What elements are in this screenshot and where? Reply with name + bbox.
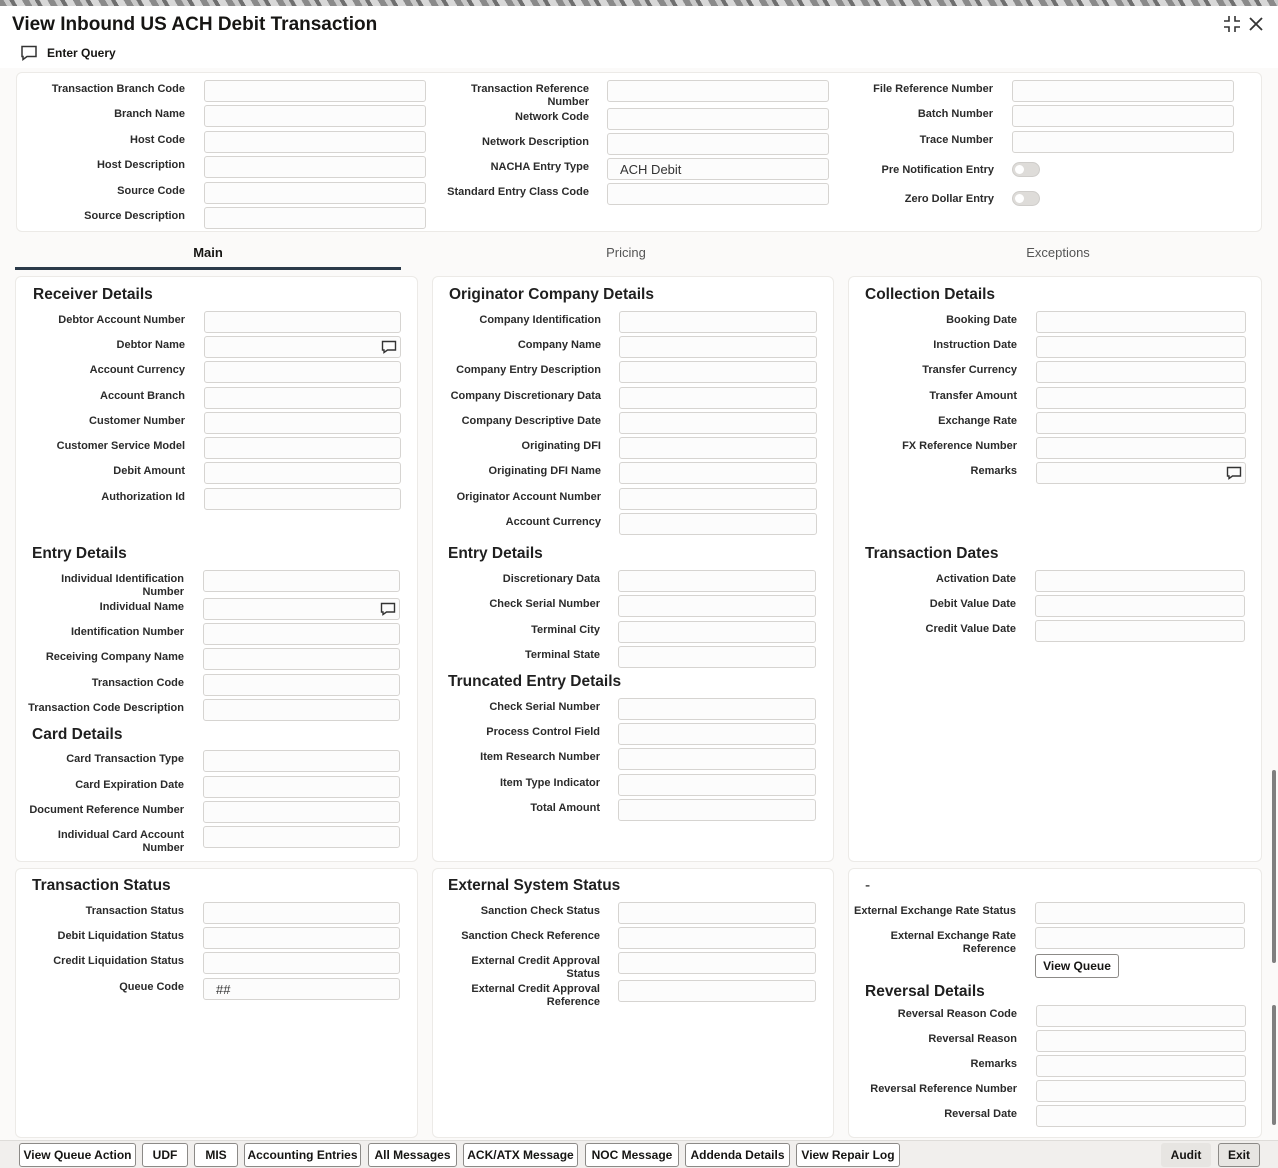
receiver-authorization-id-label: Authorization Id <box>101 491 185 503</box>
dates-credit-value-date-label: Credit Value Date <box>925 623 1016 635</box>
card-card-transaction-type-input[interactable] <box>203 750 400 772</box>
comment-icon[interactable] <box>381 340 397 354</box>
status-credit-liquidation-status-label: Credit Liquidation Status <box>53 955 184 967</box>
entry-mid-terminal-state-label: Terminal State <box>525 649 600 661</box>
reversal-reversal-date-label: Reversal Date <box>944 1108 1017 1120</box>
receiver-debtor-account-number-label: Debtor Account Number <box>58 314 185 326</box>
external-external-credit-approval-status-label: External Credit Approval Status <box>471 955 600 980</box>
external-external-credit-approval-reference-label: External Credit Approval Reference <box>471 983 600 1008</box>
dates-activation-date-label: Activation Date <box>935 573 1016 585</box>
header-col3-file-reference-number-input[interactable] <box>1012 80 1234 102</box>
status-queue-code-label: Queue Code <box>119 981 184 993</box>
truncated-total-amount-input[interactable] <box>618 799 816 821</box>
comment-icon[interactable] <box>1226 466 1242 480</box>
header-col2-network-code-input[interactable] <box>607 108 829 130</box>
header-col1-source-description-label: Source Description <box>84 210 185 222</box>
collection-instruction-date-input[interactable] <box>1036 336 1246 358</box>
zero-dollar-entry-label: Zero Dollar Entry <box>904 193 994 205</box>
view-queue-button[interactable]: View Queue <box>1035 954 1119 978</box>
collection-remarks-label: Remarks <box>970 465 1017 477</box>
header-col1-source-code-input[interactable] <box>204 182 426 204</box>
collection-fx-reference-number-input[interactable] <box>1036 437 1246 459</box>
external-sanction-check-reference-label: Sanction Check Reference <box>461 930 600 942</box>
originator-originating-dfi-name-label: Originating DFI Name <box>488 465 601 477</box>
window-title: View Inbound US ACH Debit Transaction <box>12 14 378 35</box>
entry-transaction-code-description-label: Transaction Code Description <box>28 702 184 714</box>
header-col1-source-code-label: Source Code <box>117 185 185 197</box>
originator-company-identification-label: Company Identification <box>479 314 601 326</box>
originator-company-descriptive-date-label: Company Descriptive Date <box>461 415 601 427</box>
collection-exchange-rate-input[interactable] <box>1036 412 1246 434</box>
enter-query-label: Enter Query <box>47 46 116 60</box>
collection-transfer-currency-label: Transfer Currency <box>922 364 1017 376</box>
card-card-expiration-date-label: Card Expiration Date <box>75 779 184 791</box>
header-col2-nacha-entry-type-label: NACHA Entry Type <box>490 161 589 173</box>
originator-details-title: Originator Company Details <box>449 286 654 303</box>
truncated-item-research-number-input[interactable] <box>618 748 816 770</box>
exrate-external-exchange-rate-status-label: External Exchange Rate Status <box>853 905 1016 917</box>
pre-notification-entry-label: Pre Notification Entry <box>881 164 994 176</box>
truncated-check-serial-number-label: Check Serial Number <box>489 701 600 713</box>
dates-activation-date-input[interactable] <box>1035 570 1245 592</box>
collection-booking-date-input[interactable] <box>1036 311 1246 333</box>
ack-atx-message-button[interactable]: ACK/ATX Message <box>463 1143 578 1167</box>
dates-debit-value-date-label: Debit Value Date <box>929 598 1016 610</box>
header-col3-batch-number-label: Batch Number <box>917 108 993 120</box>
reversal-reversal-reason-label: Reversal Reason <box>928 1033 1017 1045</box>
view-repair-log-button[interactable]: View Repair Log <box>796 1143 900 1167</box>
entry-transaction-code-label: Transaction Code <box>91 677 184 689</box>
reversal-details-title: Reversal Details <box>865 983 985 1000</box>
originator-originator-account-number-label: Originator Account Number <box>456 491 601 503</box>
collection-remarks-input[interactable] <box>1036 462 1246 484</box>
collection-details-title: Collection Details <box>865 286 996 303</box>
all-messages-button[interactable]: All Messages <box>368 1143 457 1167</box>
collection-instruction-date-label: Instruction Date <box>933 339 1017 351</box>
udf-button[interactable]: UDF <box>142 1143 188 1167</box>
header-col1-host-description-label: Host Description <box>96 159 185 171</box>
card-card-transaction-type-label: Card Transaction Type <box>66 753 184 765</box>
header-col3-batch-number-input[interactable] <box>1012 105 1234 127</box>
pre-notification-entry-toggle[interactable] <box>1012 162 1040 177</box>
truncated-total-amount-label: Total Amount <box>530 802 600 814</box>
header-col2-nacha-entry-type-value: ACH Debit <box>620 162 682 177</box>
entry-individual-identification-number-input[interactable] <box>203 570 400 592</box>
exrate-external-exchange-rate-reference-input[interactable] <box>1035 927 1245 949</box>
entry-mid-terminal-state-input[interactable] <box>618 646 816 668</box>
reversal-reversal-date-input[interactable] <box>1036 1105 1246 1127</box>
truncated-process-control-field-label: Process Control Field <box>486 726 600 738</box>
originator-account-currency-input[interactable] <box>619 513 817 535</box>
receiver-debit-amount-input[interactable] <box>204 462 401 484</box>
originator-company-discretionary-data-label: Company Discretionary Data <box>450 390 601 402</box>
originator-company-entry-description-input[interactable] <box>619 361 817 383</box>
status-debit-liquidation-status-label: Debit Liquidation Status <box>57 930 184 942</box>
collection-transfer-currency-input[interactable] <box>1036 361 1246 383</box>
header-col2-standard-entry-class-code-input[interactable] <box>607 183 829 205</box>
header-col1-branch-name-label: Branch Name <box>114 108 185 120</box>
reversal-reversal-reason-code-input[interactable] <box>1036 1005 1246 1027</box>
dates-debit-value-date-input[interactable] <box>1035 595 1245 617</box>
entry-individual-identification-number-label: Individual Identification Number <box>61 573 184 598</box>
receiver-customer-number-input[interactable] <box>204 412 401 434</box>
receiver-customer-service-model-label: Customer Service Model <box>56 440 185 452</box>
view-queue-action-button[interactable]: View Queue Action <box>19 1143 136 1167</box>
receiver-debtor-name-input[interactable] <box>204 336 401 358</box>
originator-company-discretionary-data-input[interactable] <box>619 387 817 409</box>
receiver-details-title: Receiver Details <box>33 286 153 303</box>
entry-mid-terminal-city-input[interactable] <box>618 621 816 643</box>
entry-identification-number-input[interactable] <box>203 623 400 645</box>
header-col1-host-description-input[interactable] <box>204 156 426 178</box>
header-col2-nacha-entry-type-input[interactable] <box>607 158 829 180</box>
entry-transaction-code-description-input[interactable] <box>203 699 400 721</box>
header-col3-trace-number-input[interactable] <box>1012 131 1234 153</box>
tab-exceptions[interactable]: Exceptions <box>1026 245 1090 260</box>
collection-exchange-rate-label: Exchange Rate <box>938 415 1017 427</box>
originator-originating-dfi-name-input[interactable] <box>619 462 817 484</box>
receiver-authorization-id-input[interactable] <box>204 488 401 510</box>
entry-transaction-code-input[interactable] <box>203 674 400 696</box>
noc-message-button[interactable]: NOC Message <box>585 1143 679 1167</box>
zero-dollar-entry-toggle[interactable] <box>1012 191 1040 206</box>
status-queue-code-input[interactable] <box>203 978 400 1000</box>
scrollbar-thumb-lower[interactable] <box>1272 1005 1276 1125</box>
audit-button[interactable]: Audit <box>1161 1143 1211 1167</box>
close-icon[interactable] <box>1246 15 1266 35</box>
query-bar <box>0 40 1278 68</box>
header-col1-transaction-branch-code-input[interactable] <box>204 80 426 102</box>
originator-originating-dfi-input[interactable] <box>619 437 817 459</box>
entry-identification-number-label: Identification Number <box>70 626 184 638</box>
receiver-customer-number-label: Customer Number <box>89 415 185 427</box>
receiver-debtor-name-label: Debtor Name <box>116 339 185 351</box>
transaction-dates-title: Transaction Dates <box>865 545 999 562</box>
entry-mid-terminal-city-label: Terminal City <box>531 624 600 636</box>
reversal-reversal-reference-number-input[interactable] <box>1036 1080 1246 1102</box>
comment-icon[interactable] <box>380 602 396 616</box>
entry-receiving-company-name-input[interactable] <box>203 648 400 670</box>
entry-details-title: Entry Details <box>32 545 127 562</box>
card-individual-card-account-number-label: Individual Card Account Number <box>57 829 184 854</box>
header-col1-transaction-branch-code-label: Transaction Branch Code <box>51 83 185 95</box>
status-transaction-status-label: Transaction Status <box>85 905 184 917</box>
header-col2-transaction-reference-number-label: Transaction Reference Number <box>471 83 589 108</box>
status-queue-code-value: ## <box>216 982 231 997</box>
external-external-credit-approval-reference-input[interactable] <box>618 980 816 1002</box>
exit-button[interactable]: Exit <box>1218 1143 1260 1167</box>
entry-details-mid-title: Entry Details <box>448 545 543 562</box>
receiver-debtor-account-number-input[interactable] <box>204 311 401 333</box>
card-individual-card-account-number-input[interactable] <box>203 826 400 848</box>
status-transaction-status-input[interactable] <box>203 902 400 924</box>
card-document-reference-number-label: Document Reference Number <box>29 804 184 816</box>
tab-main[interactable]: Main <box>15 240 401 270</box>
receiver-account-branch-label: Account Branch <box>100 390 185 402</box>
maximize-icon[interactable] <box>1222 15 1242 35</box>
exrate-external-exchange-rate-reference-label: External Exchange Rate Reference <box>890 930 1016 955</box>
scrollbar-thumb[interactable] <box>1272 770 1276 963</box>
entry-receiving-company-name-label: Receiving Company Name <box>45 651 184 663</box>
header-col1-source-description-input[interactable] <box>204 207 426 229</box>
status-debit-liquidation-status-input[interactable] <box>203 927 400 949</box>
reversal-remarks-label: Remarks <box>970 1058 1017 1070</box>
header-col2-network-description-input[interactable] <box>607 133 829 155</box>
truncated-entry-details-title: Truncated Entry Details <box>448 673 622 690</box>
external-sanction-check-status-label: Sanction Check Status <box>480 905 600 917</box>
originator-originating-dfi-label: Originating DFI <box>521 440 601 452</box>
header-col1-host-code-label: Host Code <box>130 134 185 146</box>
collection-fx-reference-number-label: FX Reference Number <box>902 440 1017 452</box>
header-col2-network-code-label: Network Code <box>515 111 589 123</box>
external-external-credit-approval-status-input[interactable] <box>618 952 816 974</box>
entry-mid-discretionary-data-label: Discretionary Data <box>502 573 600 585</box>
addenda-details-button[interactable]: Addenda Details <box>685 1143 790 1167</box>
accounting-entries-button[interactable]: Accounting Entries <box>244 1143 361 1167</box>
originator-originator-account-number-input[interactable] <box>619 488 817 510</box>
title-bar <box>0 6 1278 40</box>
footer-toolbar <box>0 1140 1278 1168</box>
comment-icon <box>20 45 38 61</box>
truncated-item-type-indicator-input[interactable] <box>618 774 816 796</box>
card-details-title: Card Details <box>32 726 123 743</box>
truncated-check-serial-number-input[interactable] <box>618 698 816 720</box>
receiver-account-currency-input[interactable] <box>204 361 401 383</box>
entry-mid-check-serial-number-input[interactable] <box>618 595 816 617</box>
reversal-reversal-reference-number-label: Reversal Reference Number <box>870 1083 1017 1095</box>
reversal-reversal-reason-input[interactable] <box>1036 1030 1246 1052</box>
entry-individual-name-input[interactable] <box>203 598 400 620</box>
receiver-debit-amount-label: Debit Amount <box>113 465 185 477</box>
tab-pricing[interactable]: Pricing <box>606 245 646 260</box>
mis-button[interactable]: MIS <box>194 1143 238 1167</box>
status-credit-liquidation-status-input[interactable] <box>203 952 400 974</box>
receiver-account-currency-label: Account Currency <box>89 364 185 376</box>
header-col1-host-code-input[interactable] <box>204 131 426 153</box>
collection-transfer-amount-input[interactable] <box>1036 387 1246 409</box>
reversal-reversal-reason-code-label: Reversal Reason Code <box>897 1008 1017 1020</box>
exchange-rate-section-title: - <box>865 877 871 894</box>
exrate-external-exchange-rate-status-input[interactable] <box>1035 902 1245 924</box>
originator-company-name-label: Company Name <box>517 339 601 351</box>
entry-mid-check-serial-number-label: Check Serial Number <box>489 598 600 610</box>
dates-credit-value-date-input[interactable] <box>1035 620 1245 642</box>
originator-company-descriptive-date-input[interactable] <box>619 412 817 434</box>
external-sanction-check-reference-input[interactable] <box>618 927 816 949</box>
card-document-reference-number-input[interactable] <box>203 801 400 823</box>
entry-individual-name-label: Individual Name <box>99 601 184 613</box>
header-col2-transaction-reference-number-input[interactable] <box>607 80 829 102</box>
receiver-account-branch-input[interactable] <box>204 387 401 409</box>
truncated-item-type-indicator-label: Item Type Indicator <box>499 777 600 789</box>
header-col2-network-description-label: Network Description <box>482 136 589 148</box>
external-sanction-check-status-input[interactable] <box>618 902 816 924</box>
receiver-customer-service-model-input[interactable] <box>204 437 401 459</box>
collection-booking-date-label: Booking Date <box>946 314 1017 326</box>
truncated-item-research-number-label: Item Research Number <box>480 751 600 763</box>
originator-account-currency-label: Account Currency <box>505 516 601 528</box>
external-system-status-title: External System Status <box>448 877 621 894</box>
truncated-process-control-field-input[interactable] <box>618 723 816 745</box>
entry-mid-discretionary-data-input[interactable] <box>618 570 816 592</box>
header-col3-file-reference-number-label: File Reference Number <box>873 83 993 95</box>
collection-transfer-amount-label: Transfer Amount <box>929 390 1017 402</box>
transaction-status-title: Transaction Status <box>32 877 171 894</box>
header-col3-trace-number-label: Trace Number <box>919 134 993 146</box>
header-col2-standard-entry-class-code-label: Standard Entry Class Code <box>447 186 589 198</box>
originator-company-identification-input[interactable] <box>619 311 817 333</box>
reversal-remarks-input[interactable] <box>1036 1055 1246 1077</box>
originator-company-entry-description-label: Company Entry Description <box>456 364 601 376</box>
header-col1-branch-name-input[interactable] <box>204 105 426 127</box>
card-card-expiration-date-input[interactable] <box>203 776 400 798</box>
enter-query-button[interactable] <box>20 45 116 61</box>
originator-company-name-input[interactable] <box>619 336 817 358</box>
